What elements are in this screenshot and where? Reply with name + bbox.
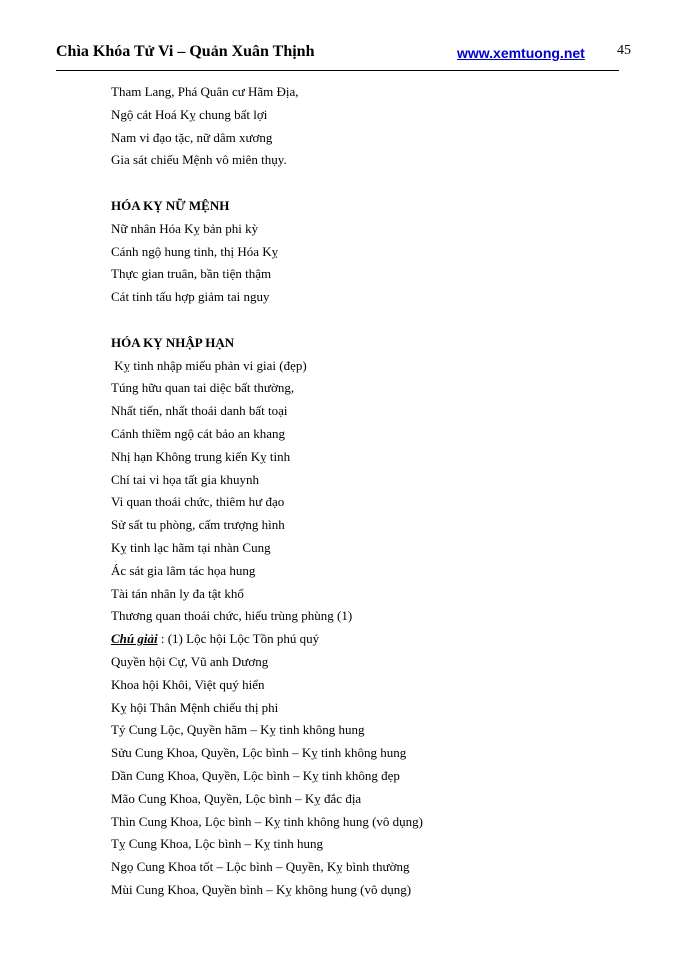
verse-line: Sử sất tu phòng, cấm trượng hình	[111, 517, 285, 533]
verse-line: Gia sát chiếu Mệnh vô miên thụy.	[111, 152, 287, 168]
verse-line: Cánh ngộ hung tinh, thị Hóa Kỵ	[111, 243, 279, 259]
note-line: Tỵ Cung Khoa, Lộc bình – Kỵ tinh hung	[111, 836, 323, 852]
verse-line: Thực gian truân, bần tiện thậm	[111, 266, 272, 282]
note-line: Dần Cung Khoa, Quyền, Lộc bình – Kỵ tinh không đẹp	[111, 767, 400, 783]
verse-line: Nữ nhân Hóa Kỵ bản phi kỳ	[111, 220, 259, 236]
verse-line: Ác sát gia lâm tác họa hung	[111, 562, 256, 578]
note-line: Mùi Cung Khoa, Quyền bình – Kỵ không hung (vô dụng)	[111, 881, 412, 897]
note-line: Thìn Cung Khoa, Lộc bình – Kỵ tinh không hung (vô dụng)	[111, 813, 423, 829]
note-line: Quyền hội Cự, Vũ anh Dương	[111, 653, 269, 669]
note-line: Kỵ hội Thân Mệnh chiểu thị phi	[111, 699, 279, 715]
paragraph-spacer	[111, 172, 631, 195]
verse-line: Tham Lang, Phá Quân cư Hãm Địa,	[111, 84, 299, 99]
section-heading: HÓA KỴ NỮ MỆNH	[111, 197, 230, 213]
verse-line: Vi quan thoái chức, thiêm hư đạo	[111, 494, 285, 510]
note-line: Tý Cung Lộc, Quyền hãm – Kỵ tinh không hung	[111, 722, 365, 738]
note-line	[111, 628, 631, 651]
note-text: : (1) Lộc hội Lộc Tồn phú quý	[157, 631, 320, 647]
page-content	[111, 81, 631, 902]
verse-line: Cát tinh tấu hợp giảm tai nguy	[111, 289, 270, 305]
section-hoa-ky-nhap-han	[111, 332, 631, 902]
verse-line: Nhất tiến, nhất thoái danh bất toại	[111, 403, 288, 419]
section-hoa-ky-nu-menh	[111, 195, 631, 309]
header-divider	[56, 70, 619, 71]
verse-line: Nam vi đạo tặc, nữ dâm xương	[111, 129, 273, 145]
verse-line: Cánh thiềm ngộ cát bảo an khang	[111, 425, 286, 441]
verse-line: Kỵ tinh lạc hãm tại nhàn Cung	[111, 539, 271, 555]
verse-line: Nhị hạn Không trung kiến Kỵ tinh	[111, 448, 291, 464]
verse-line: Thương quan thoái chức, hiếu trùng phùng (1)	[111, 608, 353, 624]
page-number: 45	[617, 43, 631, 58]
verse-line: Tài tán nhân ly đa tật khổ	[111, 585, 244, 601]
verse-line: Chí tai vi họa tất gia khuynh	[111, 471, 260, 487]
verse-block	[111, 81, 631, 172]
section-heading: HÓA KỴ NHẬP HẠN	[111, 334, 235, 350]
note-line: Ngọ Cung Khoa tốt – Lộc bình – Quyền, Kỵ bình thường	[111, 859, 410, 875]
note-line: Khoa hội Khôi, Việt quý hiển	[111, 676, 265, 692]
website-link[interactable]: www.xemtuong.net	[457, 45, 585, 61]
paragraph-spacer	[111, 309, 631, 332]
note-line: Sửu Cung Khoa, Quyền, Lộc bình – Kỵ tinh không hung	[111, 745, 407, 761]
verse-line: Ngộ cát Hoá Kỵ chung bất lợi	[111, 106, 268, 122]
verse-line: Túng hữu quan tai diệc bất thường,	[111, 380, 295, 396]
note-label: Chú giải	[111, 631, 158, 647]
document-title: Chìa Khóa Tử Vi – Quản Xuân Thịnh	[56, 43, 315, 60]
note-line: Mão Cung Khoa, Quyền, Lộc bình – Kỵ đắc địa	[111, 790, 362, 806]
verse-line: Kỵ tinh nhập miếu phản vi giai (đẹp)	[111, 357, 307, 373]
